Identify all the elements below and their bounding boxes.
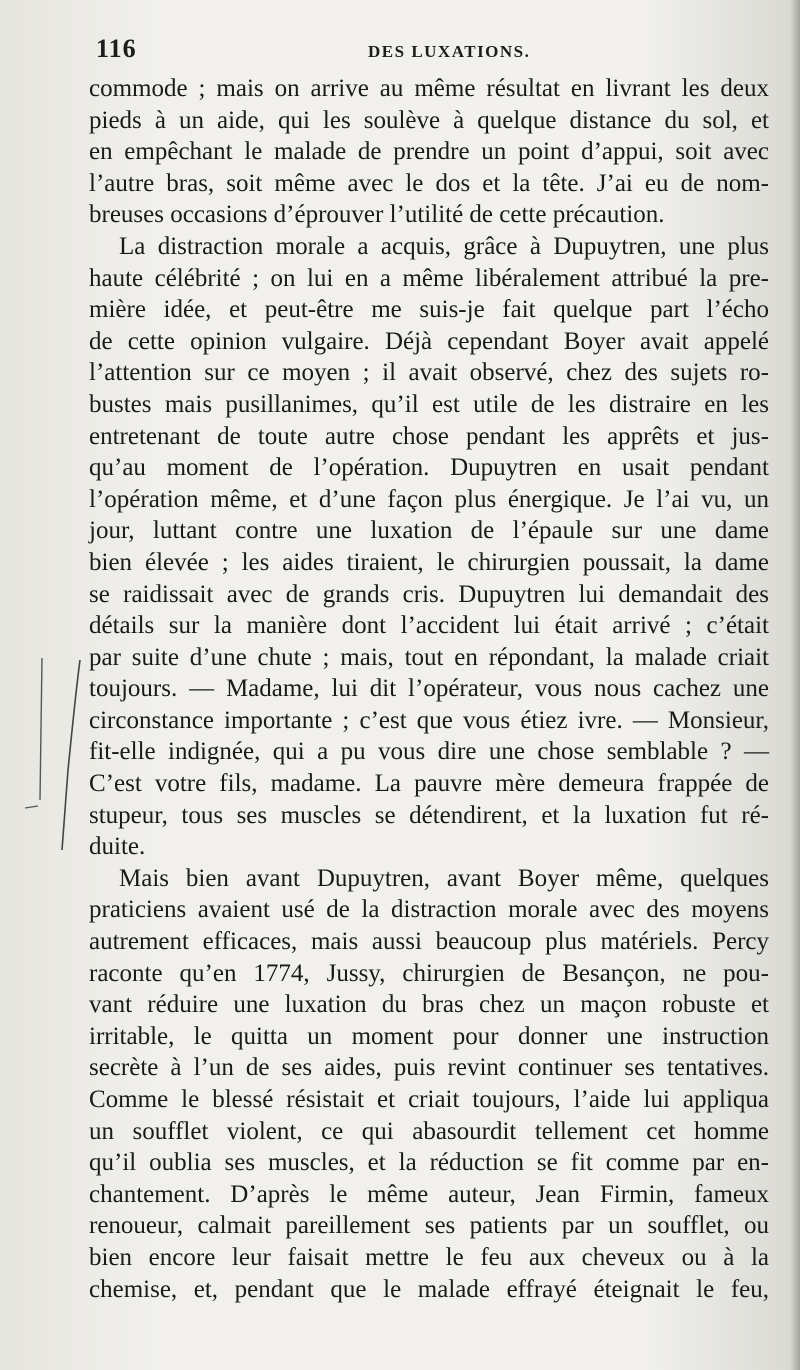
text-line: pieds à un aide, qui les soulève à quelque distance du sol, et <box>89 106 769 134</box>
text-line: Comme le blessé résistait et criait toujours, l’aide lui appliqua <box>89 1086 769 1113</box>
text-line: de cette opinion vulgaire. Déjà cependant Boyer avait appelé <box>89 327 769 355</box>
text-line: C’est votre fils, madame. La pauvre mère demeura frappée de <box>89 770 769 798</box>
text-line: duite. <box>89 833 146 861</box>
text-line: stupeur, tous ses muscles se détendirent, et la luxation fut ré- <box>89 801 769 829</box>
text-line: autrement efficaces, mais aussi beaucoup plus matériels. Percy <box>89 928 769 956</box>
text-line: Mais bien avant Dupuytren, avant Boyer même, quelques <box>119 864 769 892</box>
text-line: bien encore leur faisait mettre le feu aux cheveux ou à la <box>89 1243 769 1271</box>
text-line: l’autre bras, soit même avec le dos et la tête. J’ai eu de nom- <box>89 169 769 197</box>
text-line: haute célébrité ; on lui en a même libéralement attribué la pre- <box>89 264 769 292</box>
text-line: renoueur, calmait pareillement ses patients par un soufflet, ou <box>89 1212 769 1240</box>
text-line: se raidissait avec de grands cris. Dupuytren lui demandait des <box>89 580 769 608</box>
running-head: DES LUXATIONS. <box>368 42 531 61</box>
text-line: praticiens avaient usé de la distraction morale avec des moyens <box>89 896 769 924</box>
text-line: bien élevée ; les aides tiraient, le chirurgien poussait, la dame <box>89 548 769 576</box>
text-line: vant réduire une luxation du bras chez un maçon robuste et <box>89 991 769 1019</box>
text-line: par suite d’une chute ; mais, tout en répondant, la malade criait <box>89 643 769 671</box>
text-line: secrète à l’un de ses aides, puis revint continuer ses tentatives. <box>89 1054 769 1082</box>
text-line: détails sur la manière dont l’accident lui était arrivé ; c’était <box>89 612 769 640</box>
handwritten-margin-marks <box>20 650 90 860</box>
text-line: chantement. D’après le même auteur, Jean Firmin, fameux <box>89 1180 769 1208</box>
text-line: mière idée, et peut-être me suis-je fait quelque part l’écho <box>89 296 769 324</box>
text-line: entretenant de toute autre chose pendant les apprêts et jus- <box>89 422 769 450</box>
body-text <box>89 73 769 1305</box>
page-number: 116 <box>96 34 137 63</box>
text-line: irritable, le quitta un moment pour donner une instruction <box>89 1022 769 1050</box>
text-line: commode ; mais on arrive au même résultat en livrant les deux <box>89 75 769 102</box>
text-line: jour, luttant contre une luxation de l’épaule sur une dame <box>89 517 769 545</box>
text-line: La distraction morale a acquis, grâce à Dupuytren, une plus <box>119 232 769 260</box>
text-line: circonstance importante ; c’est que vous étiez ivre. — Monsieur, <box>89 706 769 734</box>
text-line: un soufflet violent, ce qui abasourdit tellement cet homme <box>89 1117 769 1145</box>
text-line: l’attention sur ce moyen ; il avait observé, chez des sujets ro- <box>89 359 769 387</box>
text-line: qu’au moment de l’opération. Dupuytren en usait pendant <box>89 454 769 482</box>
text-line: breuses occasions d’éprouver l’utilité de cette précaution. <box>89 201 665 229</box>
text-line: bustes mais pusillanimes, qu’il est utile de les distraire en les <box>89 390 769 418</box>
page-header <box>96 34 766 70</box>
text-line: l’opération même, et d’une façon plus énergique. Je l’ai vu, un <box>89 485 769 513</box>
text-line: qu’il oublia ses muscles, et la réduction se fit comme par en- <box>89 1149 769 1177</box>
text-line: fit-elle indignée, qui a pu vous dire une chose semblable ? — <box>89 738 769 766</box>
text-line: en empêchant le malade de prendre un point d’appui, soit avec <box>89 138 769 166</box>
text-line: chemise, et, pendant que le malade effrayé éteignait le feu, <box>89 1275 769 1303</box>
text-line: toujours. — Madame, lui dit l’opérateur, vous nous cachez une <box>89 675 769 703</box>
page-gutter-shadow <box>790 0 800 1370</box>
text-line: raconte qu’en 1774, Jussy, chirurgien de Besançon, ne pou- <box>89 959 769 987</box>
